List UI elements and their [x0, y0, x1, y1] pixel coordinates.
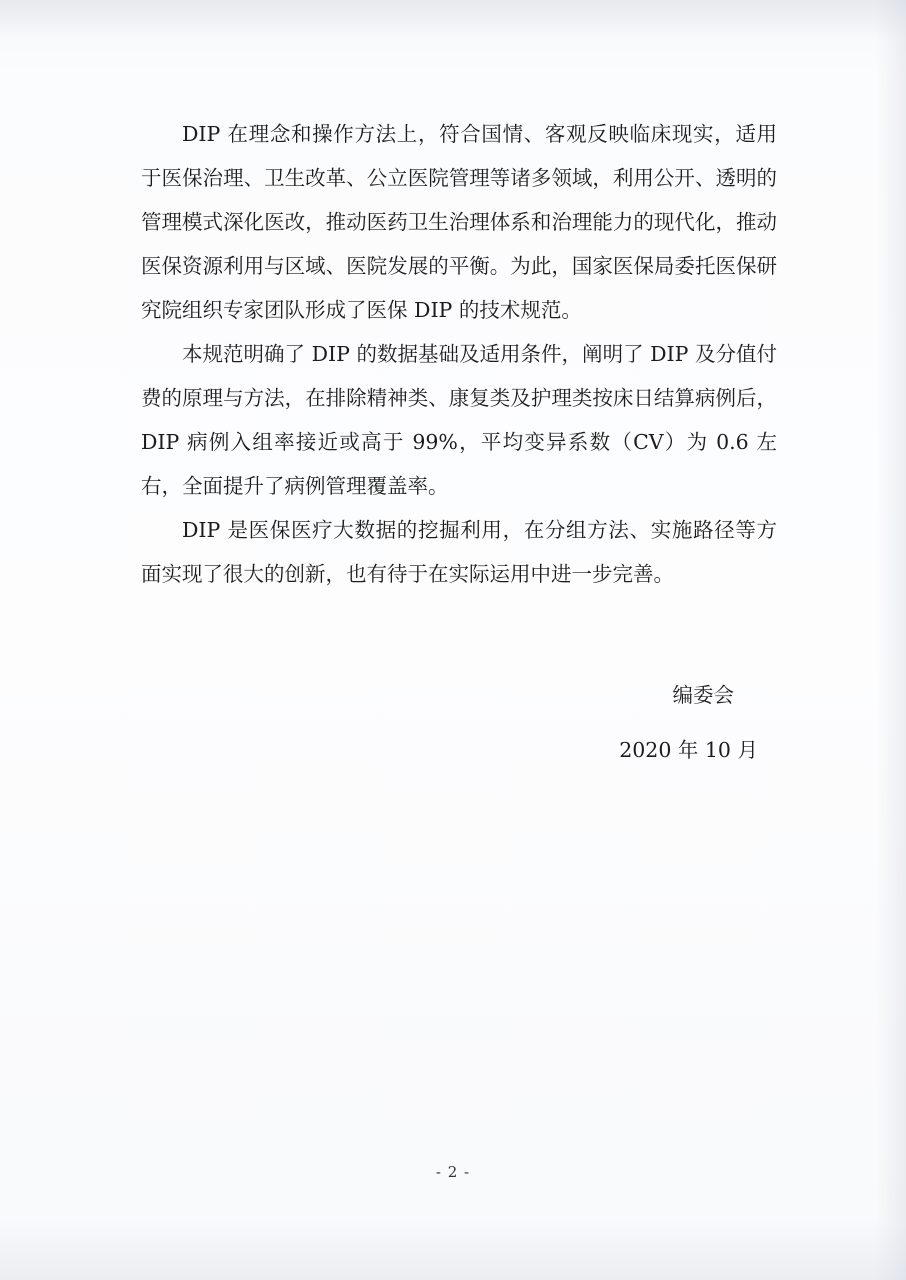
signature-date: 2020 年 10 月	[619, 738, 758, 762]
scan-shadow-top	[0, 0, 906, 40]
signature-organization: 编委会	[672, 683, 734, 707]
paragraph-3: DIP 是医保医疗大数据的挖掘利用，在分组方法、实施路径等方面实现了很大的创新，也有待于在实际运用中进一步完善。	[141, 518, 777, 586]
page-number: - 2 -	[435, 1163, 471, 1181]
scan-shadow-bottom	[0, 1220, 906, 1280]
body-text	[141, 112, 777, 596]
paragraph-2: 本规范明确了 DIP 的数据基础及适用条件，阐明了 DIP 及分值付费的原理与方法，在排除精神类、康复类及护理类按床日结算病例后，DIP 病例入组率接近或高于 99%，平均变异系数（CV）为 0.6 左右，全面提升了病例管理覆盖率。	[141, 342, 777, 498]
paragraph-1: DIP 在理念和操作方法上，符合国情、客观反映临床现实，适用于医保治理、卫生改革、公立医院管理等诸多领域，利用公开、透明的管理模式深化医改，推动医药卫生治理体系和治理能力的现代化，推动医保资源利用与区域、医院发展的平衡。为此，国家医保局委托医保研究院组织专家团队形成了医保 DIP 的技术规范。	[141, 122, 777, 322]
scan-shadow-right	[876, 0, 906, 1280]
